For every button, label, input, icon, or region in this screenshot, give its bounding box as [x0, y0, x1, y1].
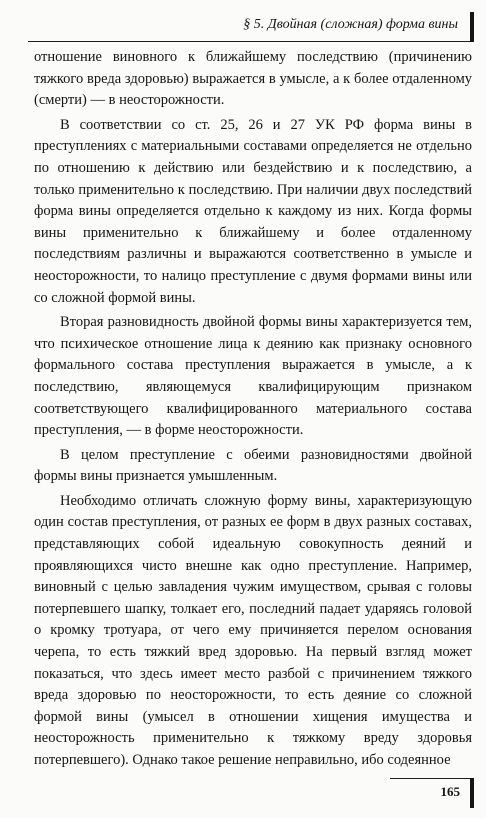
- page-footer: [390, 778, 474, 808]
- page-body: [34, 47, 472, 775]
- footer-rule: [390, 778, 470, 779]
- running-header: [28, 8, 474, 42]
- paragraph-2: В соответствии со ст. 25, 26 и 27 УК РФ форма вины в преступлениях с материальными составами определяется не отдельно по отношению к действию или бездействию и к последствию, а только применительно к последствию. При наличии двух последствий форма вины определяется отдельно к каждому из них. Когда формы вины применительно к ближайшему и более отдаленному последствиям различны и выражаются соответственно в умысле и неосторожности, то налицо преступление с двумя формами вины или со сложной формой вины.: [34, 116, 472, 306]
- footer-vertical-bar: [470, 778, 474, 808]
- section-title: § 5. Двойная (сложная) форма вины: [243, 17, 458, 32]
- paragraph-1: отношение виновного к ближайшему последствию (причинению тяжкого вреда здоровью) выражается в умысле, а к более отдаленному (смерти) — в неосторожности.: [34, 49, 472, 109]
- header-rule: [28, 41, 470, 42]
- paragraph-3: Вторая разновидность двойной формы вины характеризуется тем, что психическое отношение лица к деянию как признаку основного формального состава преступления выражается в умысле, а к последствию, являющемуся квалифицирующим признаком соответствующего квалифицированного материального состава преступления, — в форме неосторожности.: [34, 314, 472, 439]
- paragraph-4: В целом преступление с обеими разновидностями двойной формы вины признается умышленным.: [34, 446, 472, 485]
- paragraph-5: Необходимо отличать сложную форму вины, характеризующую один состав преступления, от разных ее форм в двух разных составах, представляющих собой идеальную совокупность деяний и проявляющихся чисто внешне как одно преступление. Например, виновный с целью завладения чужим имуществом, срывая с головы потерпевшего шапку, толкает его, последний падает ударяясь головой о кромку тротуара, от чего ему причиняется перелом основания черепа, то есть тяжкий вред здоровью. На первый взгляд может показаться, что здесь имеет место разбой с причинением тяжкого вреда здоровью по неосторожности, то есть деяние со сложной формой вины (умысел в отношении хищения имущества и неосторожность применительно к тяжкому вреду здоровья потерпевшего). Однако такое решение неправильно, ибо содеянное: [34, 492, 472, 768]
- page-number: 165: [440, 784, 460, 799]
- header-vertical-bar: [470, 12, 474, 42]
